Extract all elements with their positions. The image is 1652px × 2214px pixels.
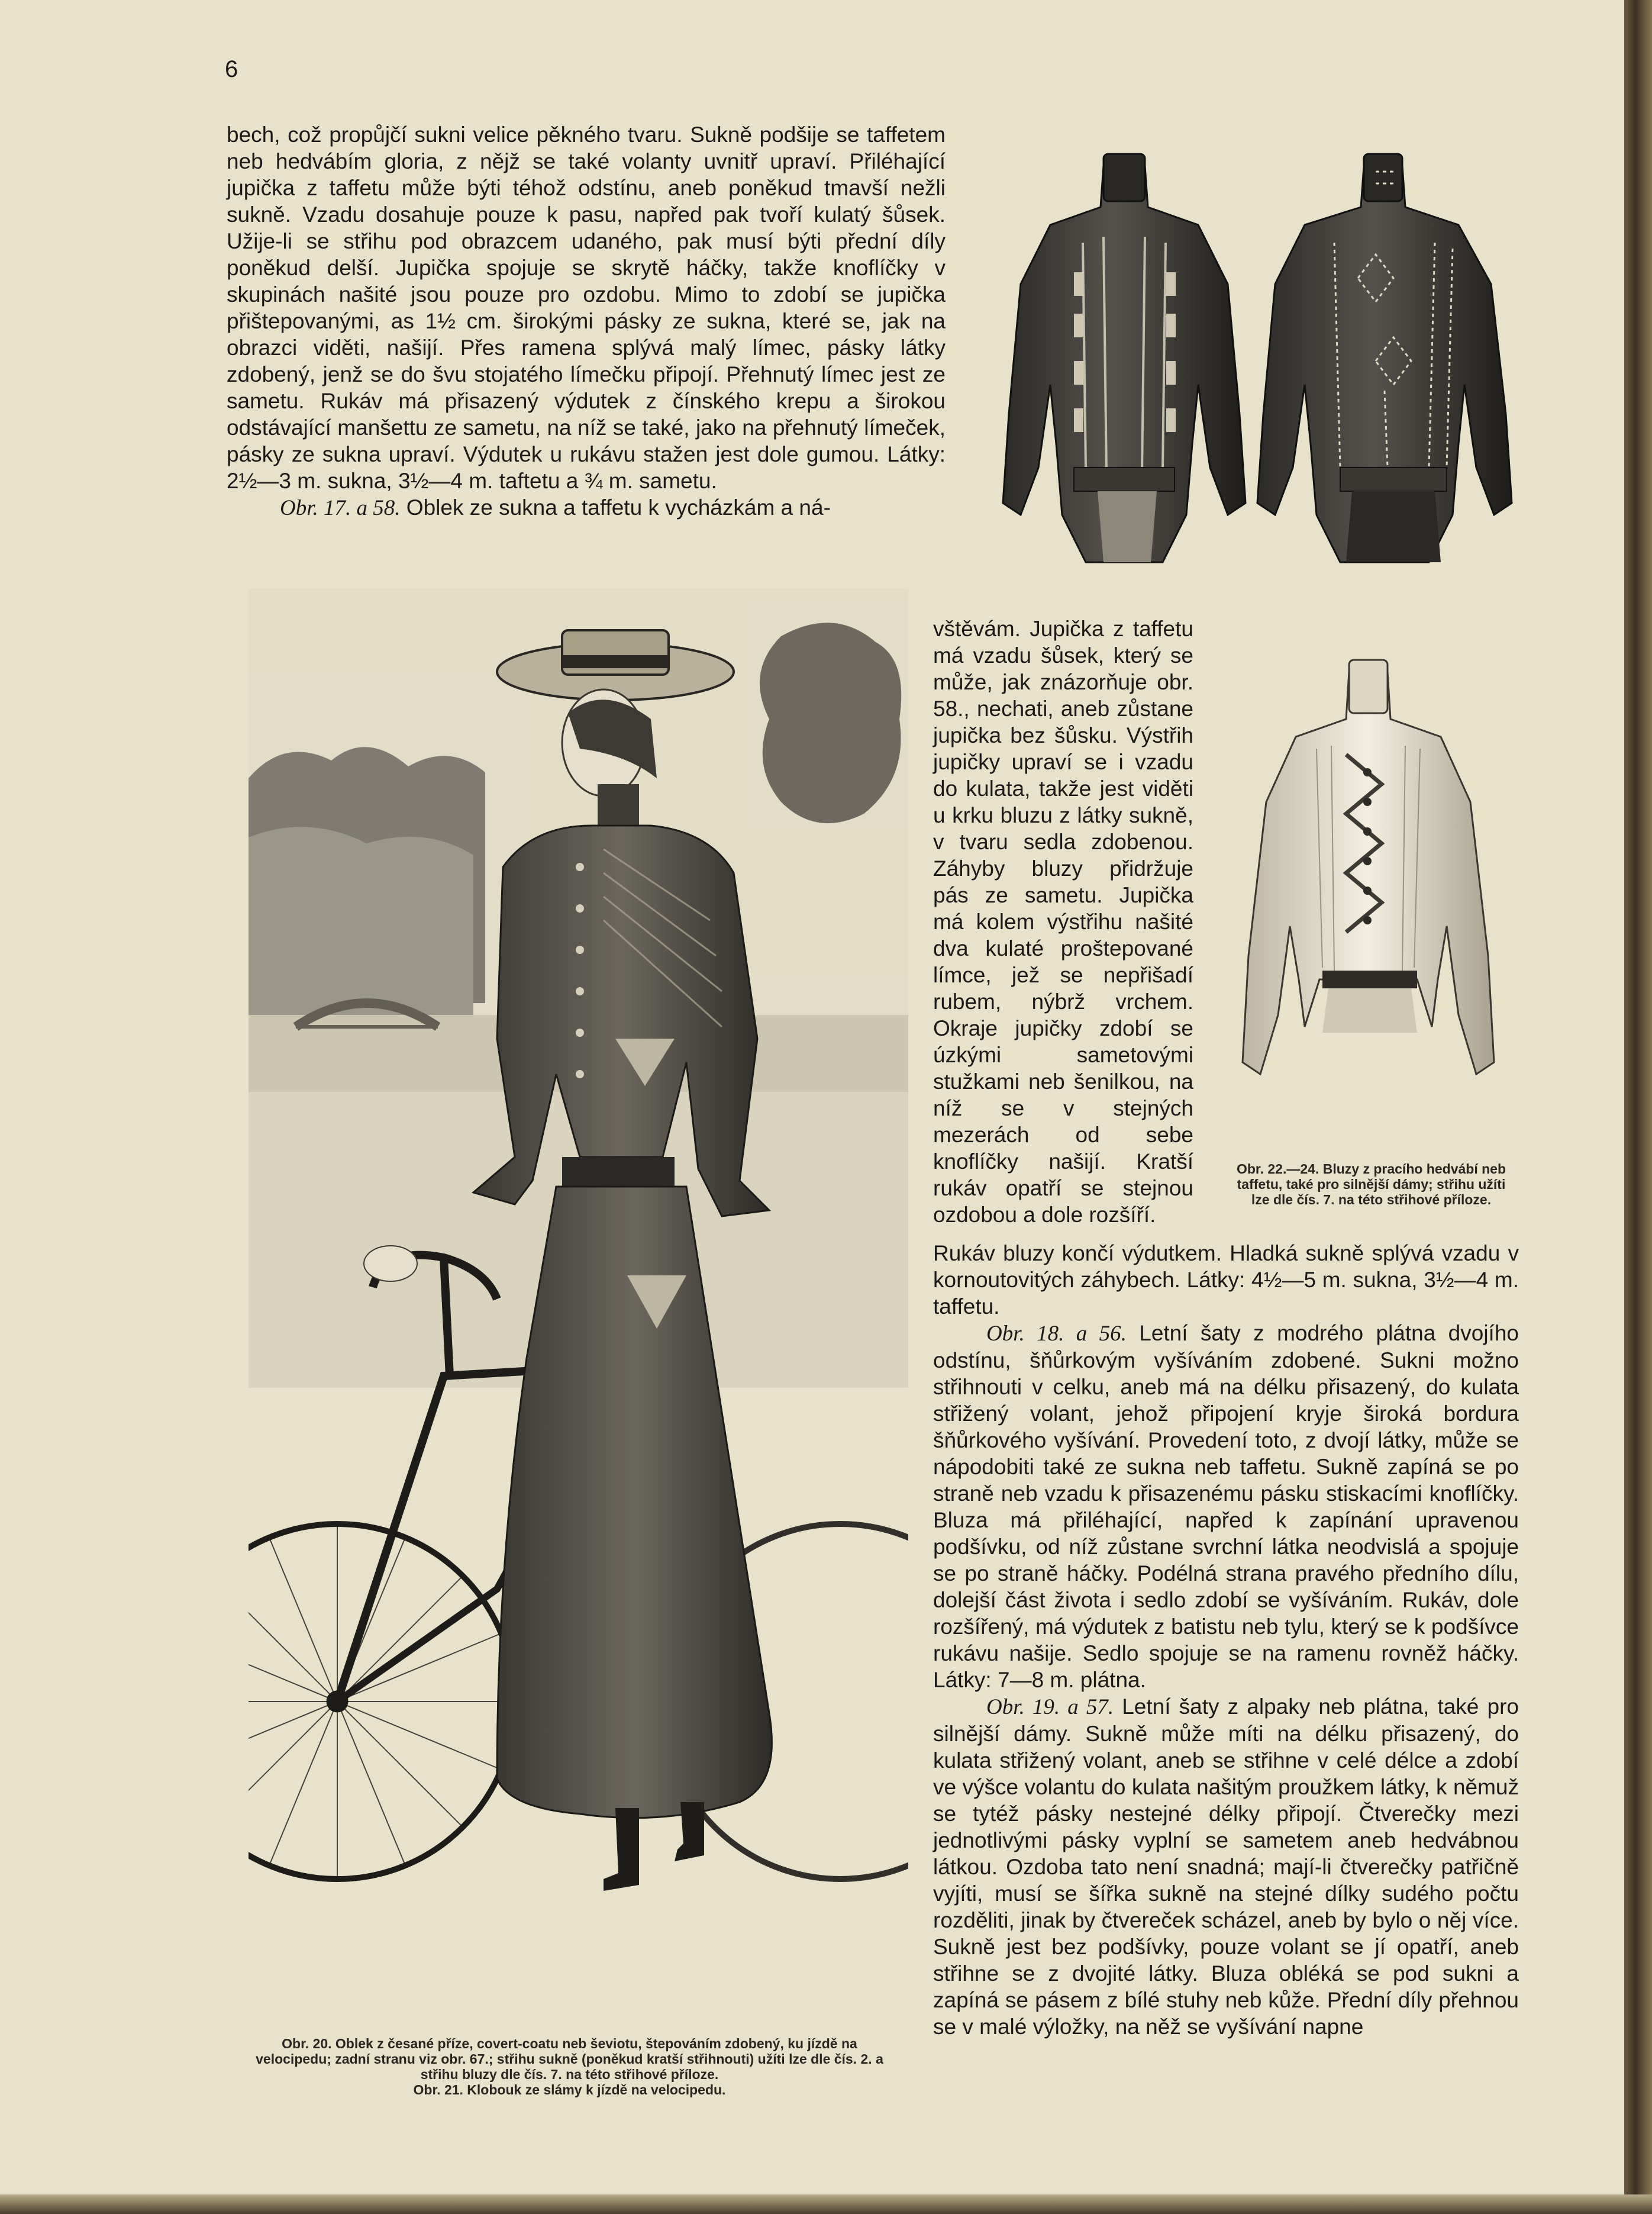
figure-reference: Obr. 19. a 57. bbox=[986, 1695, 1114, 1719]
blouse-right bbox=[1257, 154, 1512, 562]
paragraph-obr17 bbox=[227, 494, 946, 521]
figure-reference: Obr. 18. a 56. bbox=[986, 1322, 1127, 1346]
caption-blouses: Obr. 22.—24. Bluzy z pracího hedvábí neb taffetu, také pro silnější dámy; střihu užíti lze dle čís. 7. na této střihové příloze. bbox=[1236, 1161, 1506, 1207]
caption-obr20: Obr. 20. Oblek z česané příze, covert-coatu neb ševiotu, štepováním zdobený, ku jízdě na velocipedu; zadní stranu viz obr. 67.; střihu sukně (poněkud kratší střihnouti) užíti lze dle čís. 2. a střihu bluzy dle čís. 7. na této střihové příloze. bbox=[256, 2036, 883, 2082]
figure-reference: Obr. 17. a 58. bbox=[280, 496, 401, 520]
paragraph-obr19 bbox=[933, 1693, 1519, 2040]
paragraph-obr19-text: Letní šaty z alpaky neb plátna, také pro silnější dámy. Sukně může míti na délku přisazený, do kulata střižený volant, aneb se střihne v celé délce a zdobí ve výšce volantu do kulata našitým proužkem látky, k němuž se tytéž pásky nestejné délky připojí. Čtverečky mezi jednotlivými pásky vyplní se sametem aneb hedvábnou látkou. Ozdoba tato není snadná; mají-li čtverečky patřičně vyjíti, musí se šířka sukně na stejné dílky sudého počtu rozděliti, jinak by čtvereček scházel, aneb by bylo o něj více. Sukně jest bez podšívky, pouze volant se jí opatří, aneb střihne se z dvojité látky. Bluza obléká se pod sukni a zapíná se pásem z bílé stuhy neb kůže. Přední díly přehnou se v malé výložky, na něž se vyšívání napne bbox=[933, 1694, 1519, 2039]
page-edge-bottom bbox=[0, 2194, 1652, 2214]
blouse-left bbox=[1003, 154, 1246, 562]
paragraph-obr17-start: Oblek ze sukna a taffetu k vycházkám a ná- bbox=[400, 495, 831, 520]
paragraph-obr18 bbox=[933, 1320, 1519, 1693]
light-blouse-illustration bbox=[1228, 648, 1512, 1116]
paragraph-obr17-cont: vštěvám. Jupička z taffetu má vzadu šůsek, který se může, jak znázorňuje obr. 58., nechati, aneb zůstane jupička bez šůsku. Výstřih jupičky upraví se i vzadu do kulata, takže jest viděti u krku bluzu z látky sukně, v tvaru sedla zdobenou. Záhyby bluzy přidržuje pás ze sametu. Jupička má kolem výstřihu našité dva kulaté proštepované límce, jež se nepřišadí rubem, nýbrž vrchem. Okraje jupičky zdobí se úzkými sametovými stužkami neb šenilkou, na níž se v stejných mezerách od sebe knoflíčky našijí. Kratší rukáv opatří se stejnou ozdobou a dole rozšíří. bbox=[933, 617, 1193, 1227]
dark-blouses-illustration bbox=[985, 136, 1541, 592]
paragraph-obr17-end: Rukáv bluzy končí výdutkem. Hladká sukně splývá vzadu v kornoutovitých záhybech. Látky: 4½—5 m. sukna, 3½—4 m. taffetu. bbox=[933, 1241, 1519, 1319]
article-right-column bbox=[933, 1240, 1519, 2040]
page-edge-right bbox=[1624, 0, 1652, 2214]
page-number: 6 bbox=[225, 56, 238, 82]
caption-cyclist bbox=[249, 2036, 890, 2097]
article-top-column bbox=[227, 121, 946, 521]
article-narrow-column bbox=[933, 615, 1193, 1228]
paragraph-obr18-text: Letní šaty z modrého plátna dvojího odstínu, šňůrkovým vyšíváním zdobené. Sukni možno střihnouti v celku, aneb má na délku přisazený, do kulata střižený volant, jehož připojení kryje široká bordura šňůrkového vyšívání. Provedení toto, z dvojí látky, může se nápodobiti také ze sukna neb taffetu. Sukně zapíná se po straně neb vzadu k přisazenému pásku stiskacími knoflíčky. Bluza má přiléhající, napřed k zapínání upravenou podšívku, od níž zůstane svrchní látka neodvislá a spojuje se po straně háčky. Podélná strana pravého předního dílu, dolejší část života i sedlo zdobí se vyšíváním. Rukáv, dole rozšířený, má výdutek z batistu neb tylu, který se k podšívce rukávu našije. Sedlo spojuje se na ramenu rovněž háčky. Látky: 7—8 m. plátna. bbox=[933, 1321, 1519, 1692]
paragraph-continuation: bech, což propůjčí sukni velice pěkného tvaru. Sukně podšije se taffetem neb hedvábím gloria, z nějž se také volanty uvnitř upraví. Přiléhající jupička z taffetu může býti téhož odstínu, aneb poněkud tmavší nežli sukně. Vzadu dosahuje pouze k pasu, napřed pak tvoří kulatý šůsek. Užije-li se střihu pod obrazcem udaného, pak musí býti přední díly poněkud delší. Jupička spojuje se skrytě háčky, takže knoflíčky v skupinách našité jsou pouze pro ozdobu. Mimo to zdobí se jupička přištepovanými, as 1½ cm. širokými pásky ze sukna, které se, jak na obrazci viděti, našijí. Přes ramena splývá malý límec, pásky látky zdobený, jenž se do švu stojatého límečku připojí. Přehnutý límec jest ze sametu. Rukáv má přisazený výdutek z čínského krepu a širokou odstávající manšettu ze sametu, na níž se také, jako na přehnutý límeček, pásky ze sukna upraví. Výdutek u rukávu stažen jest dole gumou. Látky: 2½—3 m. sukna, 3½—4 m. taftetu a ¾ m. sametu. bbox=[227, 123, 946, 493]
cyclist-costume-illustration bbox=[249, 589, 908, 2009]
caption-obr21: Obr. 21. Klobouk ze slámy k jízdě na velocipedu. bbox=[413, 2082, 726, 2097]
